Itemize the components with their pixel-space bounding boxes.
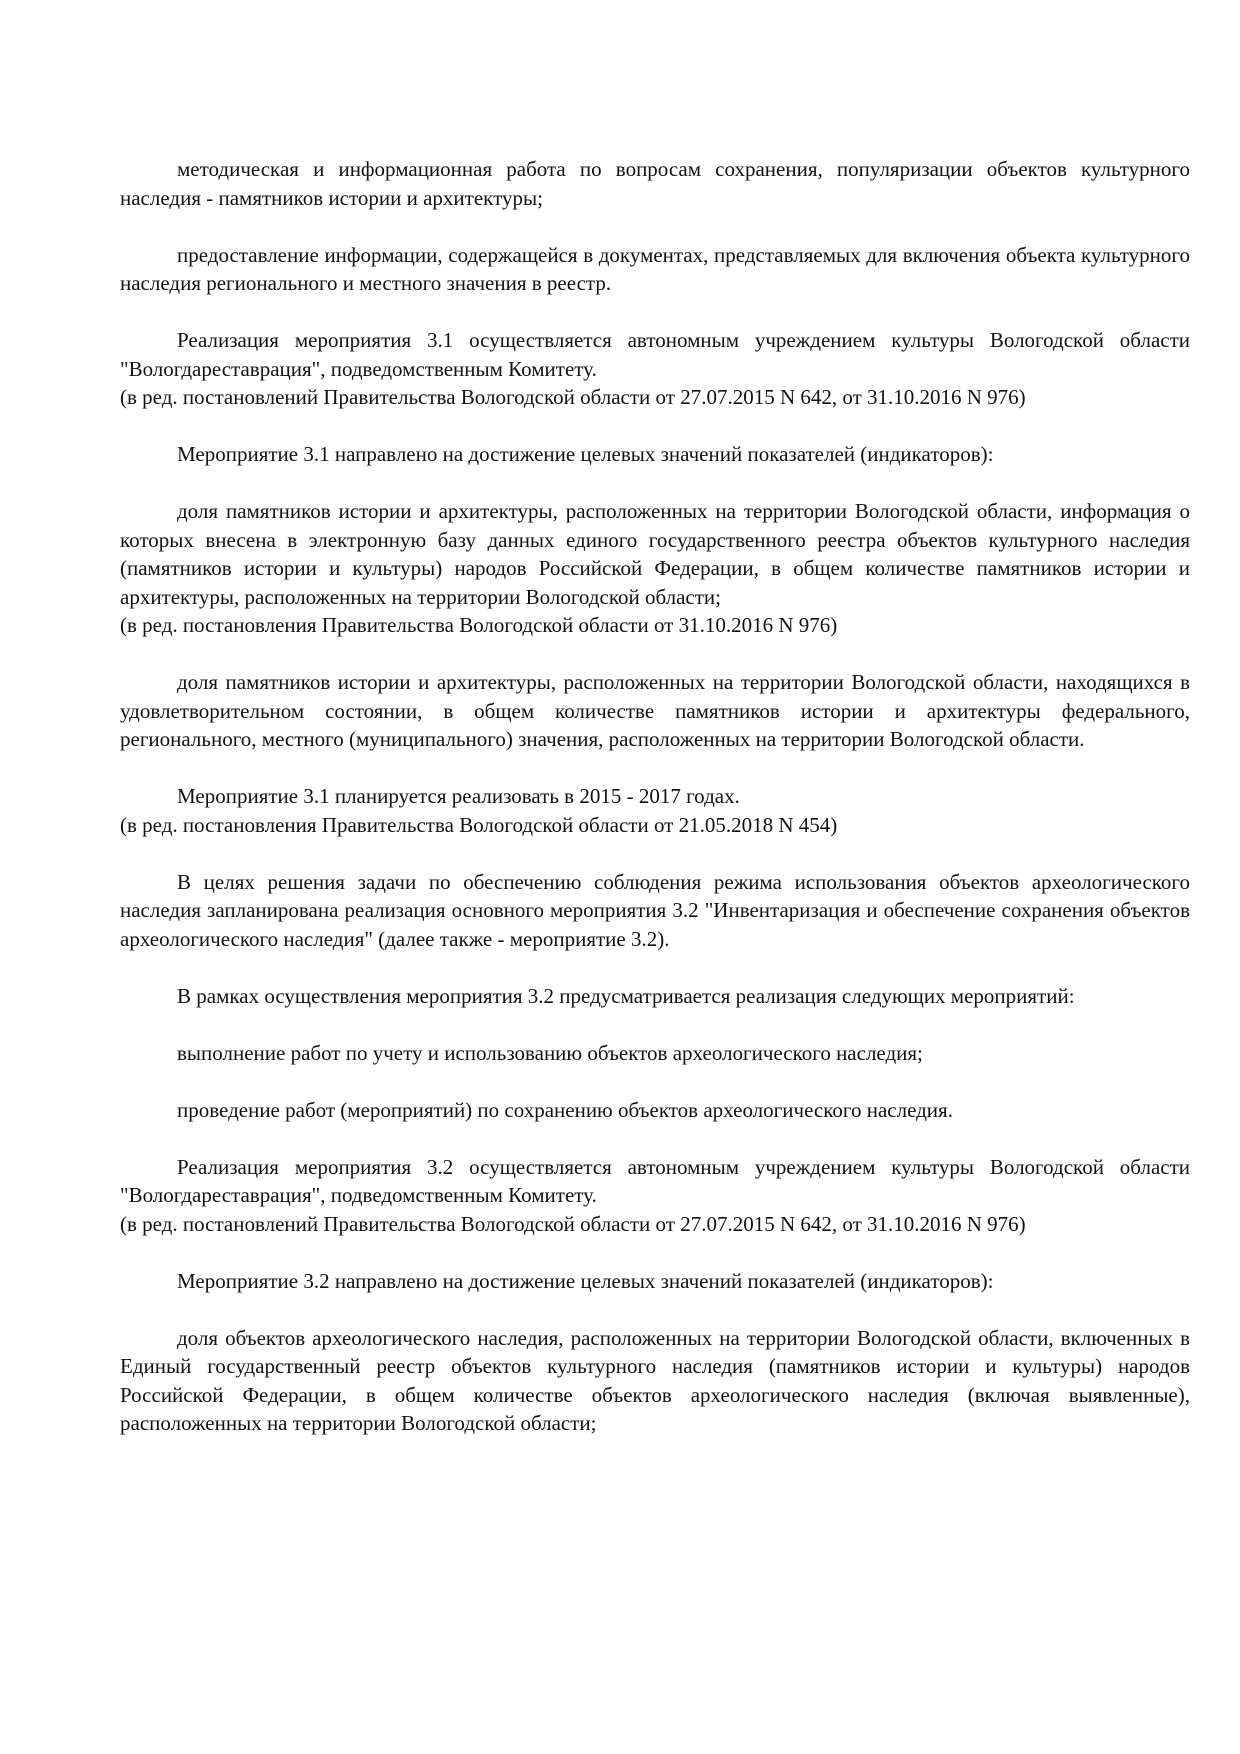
paragraph: [120, 982, 1190, 1011]
paragraph-text: В рамках осуществления мероприятия 3.2 предусматривается реализация следующих мероприятий:: [177, 983, 1075, 1008]
paragraph-text: Реализация мероприятия 3.1 осуществляется автономным учреждением культуры Вологодской области "Вологдареставрация", подведомственным Комитету.: [120, 328, 1190, 381]
amendment-note: (в ред. постановлений Правительства Вологодской области от 27.07.2015 N 642, от 31.10.2016 N 976): [120, 1211, 1026, 1236]
paragraph-text: Мероприятие 3.1 направлено на достижение целевых значений показателей (индикаторов):: [177, 442, 994, 466]
paragraph: [120, 497, 1190, 640]
amendment-note: (в ред. постановления Правительства Вологодской области от 21.05.2018 N 454): [120, 812, 838, 837]
paragraph-text: В целях решения задачи по обеспечению соблюдения режима использования объектов археологического наследия запланирована реализация основного мероприятия 3.2 "Инвентаризация и обеспечение сохранения объектов археологического наследия" (далее также - мероприятие 3.2).: [120, 869, 1190, 951]
paragraph: [120, 241, 1190, 298]
paragraph: [120, 1096, 1190, 1125]
amendment-note: (в ред. постановления Правительства Вологодской области от 31.10.2016 N 976): [120, 613, 838, 637]
paragraph-text: Мероприятие 3.2 направлено на достижение целевых значений показателей (индикаторов):: [177, 1268, 994, 1293]
paragraph-text: методическая и информационная работа по вопросам сохранения, популяризации объектов культурного наследия - памятников истории и архитектуры;: [120, 157, 1190, 210]
paragraph-text: предоставление информации, содержащейся в документах, представляемых для включения объекта культурного наследия регионального и местного значения в реестр.: [120, 242, 1190, 295]
amendment-note: (в ред. постановлений Правительства Вологодской области от 27.07.2015 N 642, от 31.10.2016 N 976): [120, 385, 1026, 409]
paragraph: [120, 782, 1190, 839]
document-page: [120, 155, 1190, 1466]
paragraph: [120, 868, 1190, 954]
paragraph: [120, 1039, 1190, 1068]
paragraph-text: Мероприятие 3.1 планируется реализовать в 2015 - 2017 годах.: [177, 784, 740, 808]
paragraph: [120, 1153, 1190, 1239]
paragraph: [120, 1324, 1190, 1438]
paragraph-text: доля объектов археологического наследия, расположенных на территории Вологодской области, включенных в Единый государственный реестр объектов культурного наследия (памятников истории и культуры) народов Российской Федерации, в общем количестве объектов археологического наследия (включая выявленные), расположенных на территории Вологодской области;: [120, 1325, 1190, 1435]
paragraph: [120, 668, 1190, 754]
paragraph-text: Реализация мероприятия 3.2 осуществляется автономным учреждением культуры Вологодской области "Вологдареставрация", подведомственным Комитету.: [120, 1154, 1190, 1207]
paragraph-text: доля памятников истории и архитектуры, расположенных на территории Вологодской области, информация о которых внесена в электронную базу данных единого государственного реестра объектов культурного наследия (памятников истории и культуры) народов Российской Федерации, в общем количестве памятников истории и архитектуры, расположенных на территории Вологодской области;: [120, 499, 1190, 609]
paragraph: [120, 155, 1190, 212]
paragraph: [120, 1267, 1190, 1296]
paragraph-text: выполнение работ по учету и использованию объектов археологического наследия;: [177, 1040, 923, 1065]
paragraph-text: проведение работ (мероприятий) по сохранению объектов археологического наследия.: [177, 1097, 953, 1122]
paragraph: [120, 326, 1190, 412]
paragraph-text: доля памятников истории и архитектуры, расположенных на территории Вологодской области, находящихся в удовлетворительном состоянии, в общем количестве памятников истории и архитектуры федерального, регионального, местного (муниципального) значения, расположенных на территории Вологодской области.: [120, 670, 1190, 751]
paragraph: [120, 440, 1190, 469]
